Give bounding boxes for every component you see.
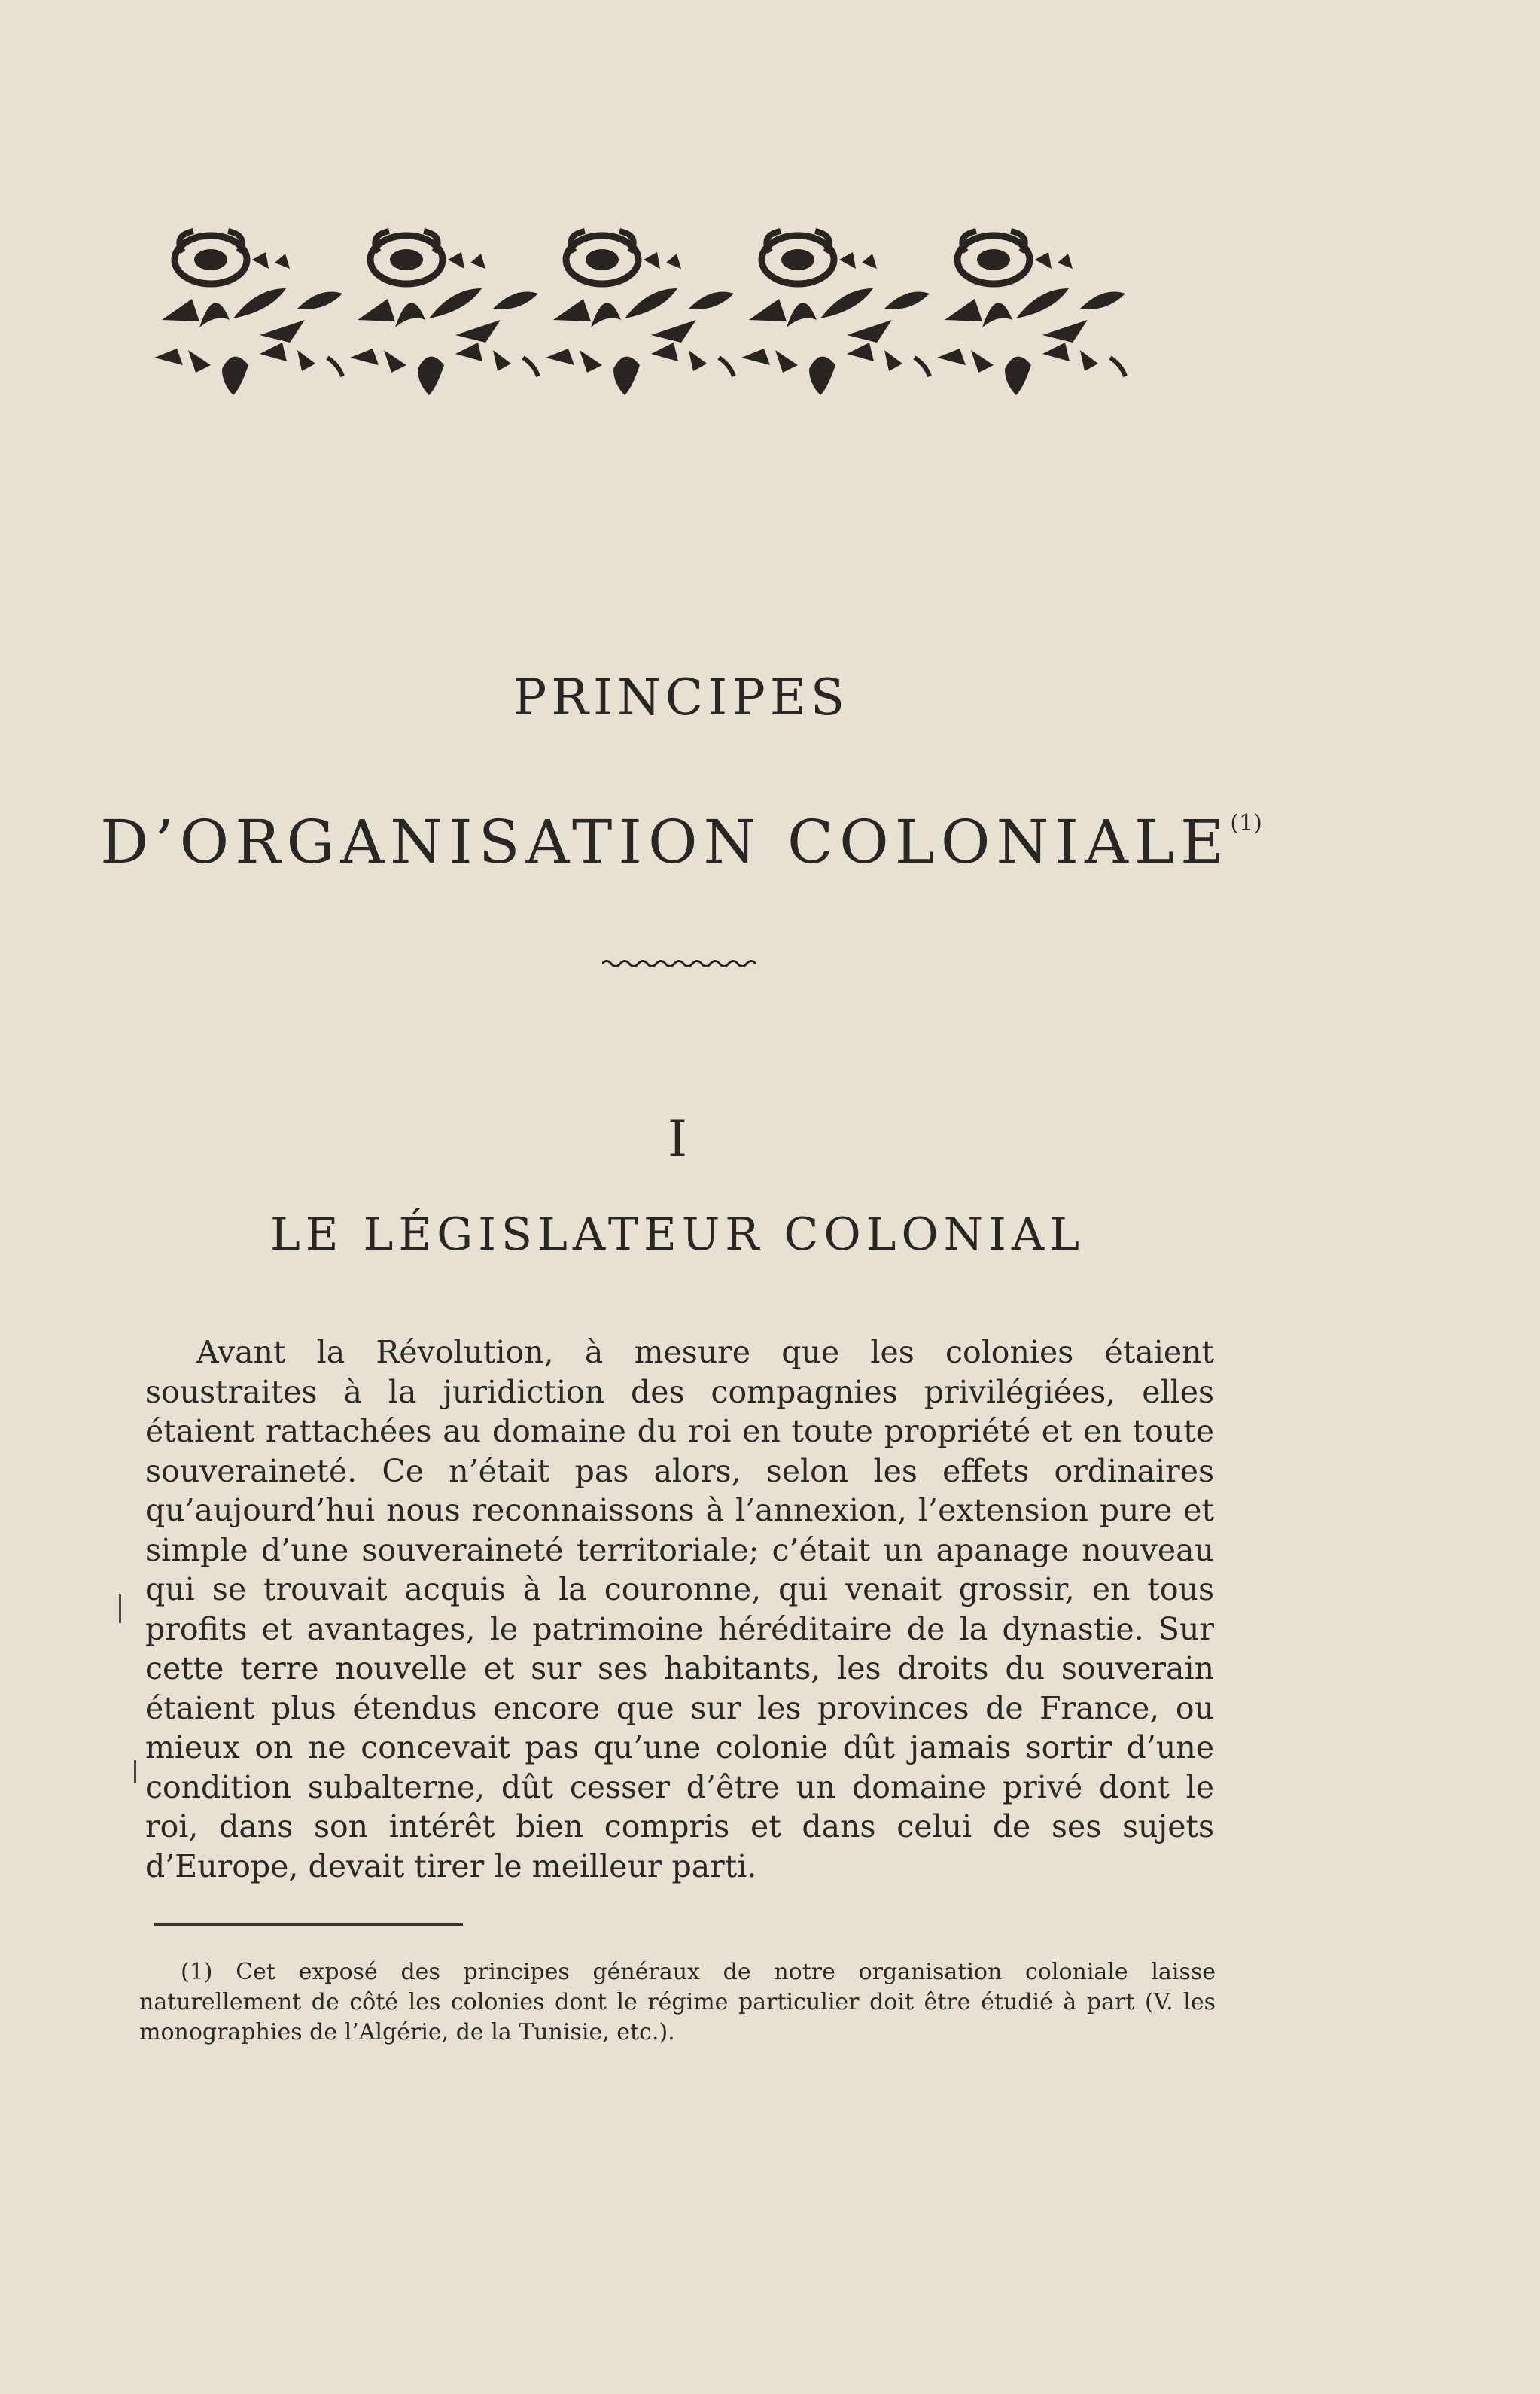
title-line-1: PRINCIPES xyxy=(513,669,850,726)
wavy-divider xyxy=(602,958,756,970)
title-line-2 xyxy=(0,807,1362,877)
footnote-text: Cet exposé des principes généraux de notre organisation coloniale laisse naturellement de côté les colonies dont le régime particulier doit être étudié à part (V. les monographies de l’Algérie, de la Tunisie, etc.). xyxy=(139,1959,1216,2045)
margin-mark xyxy=(134,1760,136,1783)
section-title: LE LÉGISLATEUR COLONIAL xyxy=(269,1208,1085,1261)
footnote-rule xyxy=(154,1923,463,1926)
footnote-number: (1) xyxy=(181,1959,213,1985)
section-number: I xyxy=(667,1110,688,1168)
footnote xyxy=(139,1957,1216,2048)
title-footnote-ref: (1) xyxy=(1230,810,1262,836)
floral-ornament-headpiece xyxy=(147,222,1204,448)
body-paragraph: Avant la Révolution, à mesure que les colonies étaient soustraites à la juridiction des compagnies privilégiées, elles étaient rattachées au domaine du roi en toute propriété et en toute souveraineté. Ce n’était pas alors, selon les effets ordinaires qu’aujourd’hui nous reconnaissons à l’annexion, l’extension pure et simple d’une souveraineté territoriale; c’était un apanage nouveau qui se trouvait acquis à la couronne, qui venait grossir, en tous profits et avantages, le patrimoine héréditaire de la dynastie. Sur cette terre nouvelle et sur ses habitants, les droits du souverain étaient plus étendus encore que sur les provinces de France, ou mieux on ne concevait pas qu’une colonie dût jamais sortir d’une condition subalterne, dût cesser d’être un domaine privé dont le roi, dans son intérêt bien compris et dans celui de ses sujets d’Europe, devait tirer le meilleur parti. xyxy=(145,1334,1214,1884)
title-line-2-text: D’ORGANISATION COLONIALE xyxy=(100,807,1231,877)
body-text xyxy=(145,1333,1214,1886)
margin-mark xyxy=(119,1594,121,1623)
